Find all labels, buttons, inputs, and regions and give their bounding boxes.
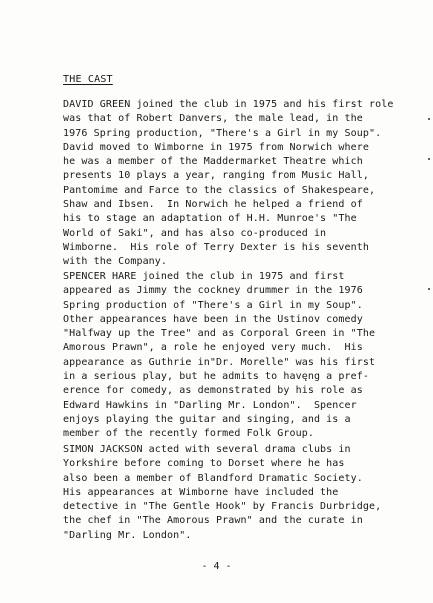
- text-line: was that of Robert Danvers, the male lead, in the: [63, 113, 363, 125]
- cast-bio-david-green: [63, 98, 423, 270]
- text-line: presents 10 plays a year, ranging from Music Hall,: [63, 170, 370, 182]
- text-line: erence for comedy, as demonstrated by his role as: [63, 385, 363, 397]
- text-line: detective in "The Gentle Hook" by Francis Durbridge,: [63, 501, 382, 513]
- text-line: Spring production of "There's a Girl in my Soup".: [63, 299, 363, 311]
- text-line: in a serious play, but he admits to havęng a pref-: [63, 371, 370, 383]
- text-line: Wimborne. His role of Terry Dexter is his seventh: [63, 241, 370, 253]
- text-line: member of the recently formed Folk Group.: [63, 428, 314, 440]
- cast-bio-spencer-hare: [63, 270, 423, 442]
- text-line: appeared as Jimmy the cockney drummer in the 1976: [63, 285, 363, 297]
- text-line: Shaw and Ibsen. In Norwich he helped a friend of: [63, 199, 363, 211]
- text-line: Other appearances have been in the Ustinov comedy: [63, 313, 363, 325]
- text-line: His appearances at Wimborne have included the: [63, 486, 339, 498]
- text-line: SPENCER HARE joined the club in 1975 and first: [63, 271, 345, 282]
- text-line: Edward Hawkins in "Darling Mr. London". Spencer: [63, 399, 357, 411]
- section-heading: THE CAST: [63, 74, 113, 85]
- text-line: David moved to Wimborne in 1975 from Norwich where: [63, 141, 370, 153]
- text-line: appearance as Guthrie in"Dr. Morelle" was his first: [63, 356, 376, 368]
- text-line: DAVID GREEN joined the club in 1975 and his first role: [63, 99, 394, 110]
- text-line: his to stage an adaptation of H.H. Munroe's "The: [63, 213, 357, 225]
- text-line: 1976 Spring production, "There's a Girl in my Soup".: [63, 127, 382, 139]
- text-line: "Halfway up the Tree" and as Corporal Green in "The: [63, 328, 376, 340]
- text-line: also been a member of Blandford Dramatic Society.: [63, 472, 363, 484]
- text-line: with the Company.: [63, 256, 168, 268]
- text-line: SIMON JACKSON acted with several drama clubs in: [63, 444, 351, 455]
- cast-bio-simon-jackson: [63, 443, 423, 543]
- text-line: World of Saki", and has also co-produced in: [63, 227, 327, 239]
- text-line: Pantomime and Farce to the classics of Shakespeare,: [63, 184, 376, 196]
- text-line: the chef in "The Amorous Prawn" and the curate in: [63, 515, 363, 527]
- text-line: "Darling Mr. London".: [63, 529, 192, 541]
- margin-speck: [428, 288, 430, 290]
- text-line: Yorkshire before coming to Dorset where he has: [63, 458, 345, 470]
- text-line: he was a member of the Maddermarket Theatre which: [63, 156, 363, 168]
- text-line: enjoys playing the guitar and singing, and is a: [63, 413, 351, 425]
- text-line: Amorous Prawn", a role he enjoyed very much. His: [63, 342, 363, 354]
- margin-speck: [428, 158, 430, 160]
- margin-speck: [428, 118, 430, 120]
- page-number: - 4 -: [201, 561, 232, 572]
